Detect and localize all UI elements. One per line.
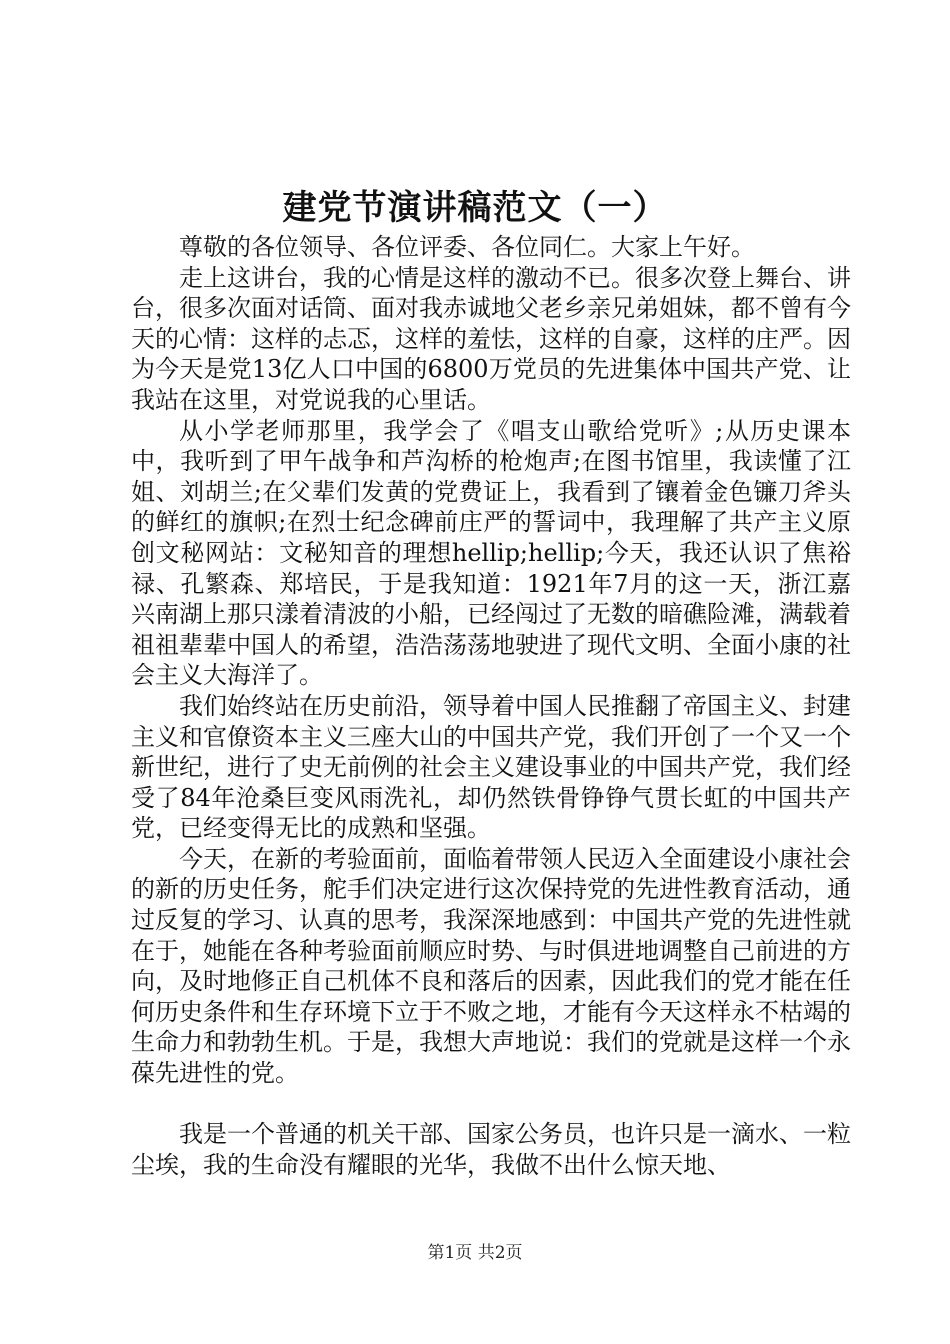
paragraph-advancement: 今天，在新的考验面前，面临着带领人民迈入全面建设小康社会的新的历史任务，舵手们决定进行这次保持党的先进性教育活动，通过反复的学习、认真的思考，我深深地感到：中国共产党的先进性就在于，她能在各种考验面前顺应时势、与时俱进地调整自己前进的方向，及时地修正自己机体不良和落后的因素，因此我们的党才能在任何历史条件和生存环境下立于不败之地，才能有今天这样永不枯竭的生命力和勃勃生机。于是，我想大声地说：我们的党就是这样一个永葆先进性的党。 [131,844,851,1088]
paragraph-party-leadership: 我们始终站在历史前沿，领导着中国人民推翻了帝国主义、封建主义和官僚资本主义三座大山的中国共产党，我们开创了一个又一个新世纪，进行了史无前例的社会主义建设事业的中国共产党，我们经受了84年沧桑巨变风雨洗礼，却仍然铁骨铮铮气贯长虹的中国共产党，已经变得无比的成熟和坚强。 [131,691,851,843]
page-footer: 第1页 共2页 [427,1243,523,1263]
paragraph-spacer [131,1089,851,1120]
paragraph-opening: 走上这讲台，我的心情是这样的激动不已。很多次登上舞台、讲台，很多次面对话筒、面对我赤诚地父老乡亲兄弟姐妹，都不曾有今天的心情：这样的忐忑，这样的羞怯，这样的自豪，这样的庄严。因为今天是党13亿人口中国的6800万党员的先进集体中国共产党、让我站在这里，对党说我的心里话。 [131,263,851,414]
paragraph-personal: 我是一个普通的机关干部、国家公务员，也许只是一滴水、一粒尘埃，我的生命没有耀眼的光华，我做不出什么惊天地、 [131,1120,851,1179]
document-body [131,232,851,1180]
document-title: 建党节演讲稿范文（一） [282,188,668,228]
paragraph-history: 从小学老师那里，我学会了《唱支山歌给党听》;从历史课本中，我听到了甲午战争和芦沟桥的枪炮声;在图书馆里，我读懂了江姐、刘胡兰;在父辈们发黄的党费证上，我看到了镶着金色镰刀斧头的鲜红的旗帜;在烈士纪念碑前庄严的誓词中，我理解了共产主义原创文秘网站：文秘知音的理想hellip;hellip;今天，我还认识了焦裕禄、孔繁森、郑培民，于是我知道：1921年7月的这一天，浙江嘉兴南湖上那只漾着清波的小船，已经闯过了无数的暗礁险滩，满载着祖祖辈辈中国人的希望，浩浩荡荡地驶进了现代文明、全面小康的社会主义大海洋了。 [131,416,851,690]
paragraph-greeting: 尊敬的各位领导、各位评委、各位同仁。大家上午好。 [179,233,755,261]
